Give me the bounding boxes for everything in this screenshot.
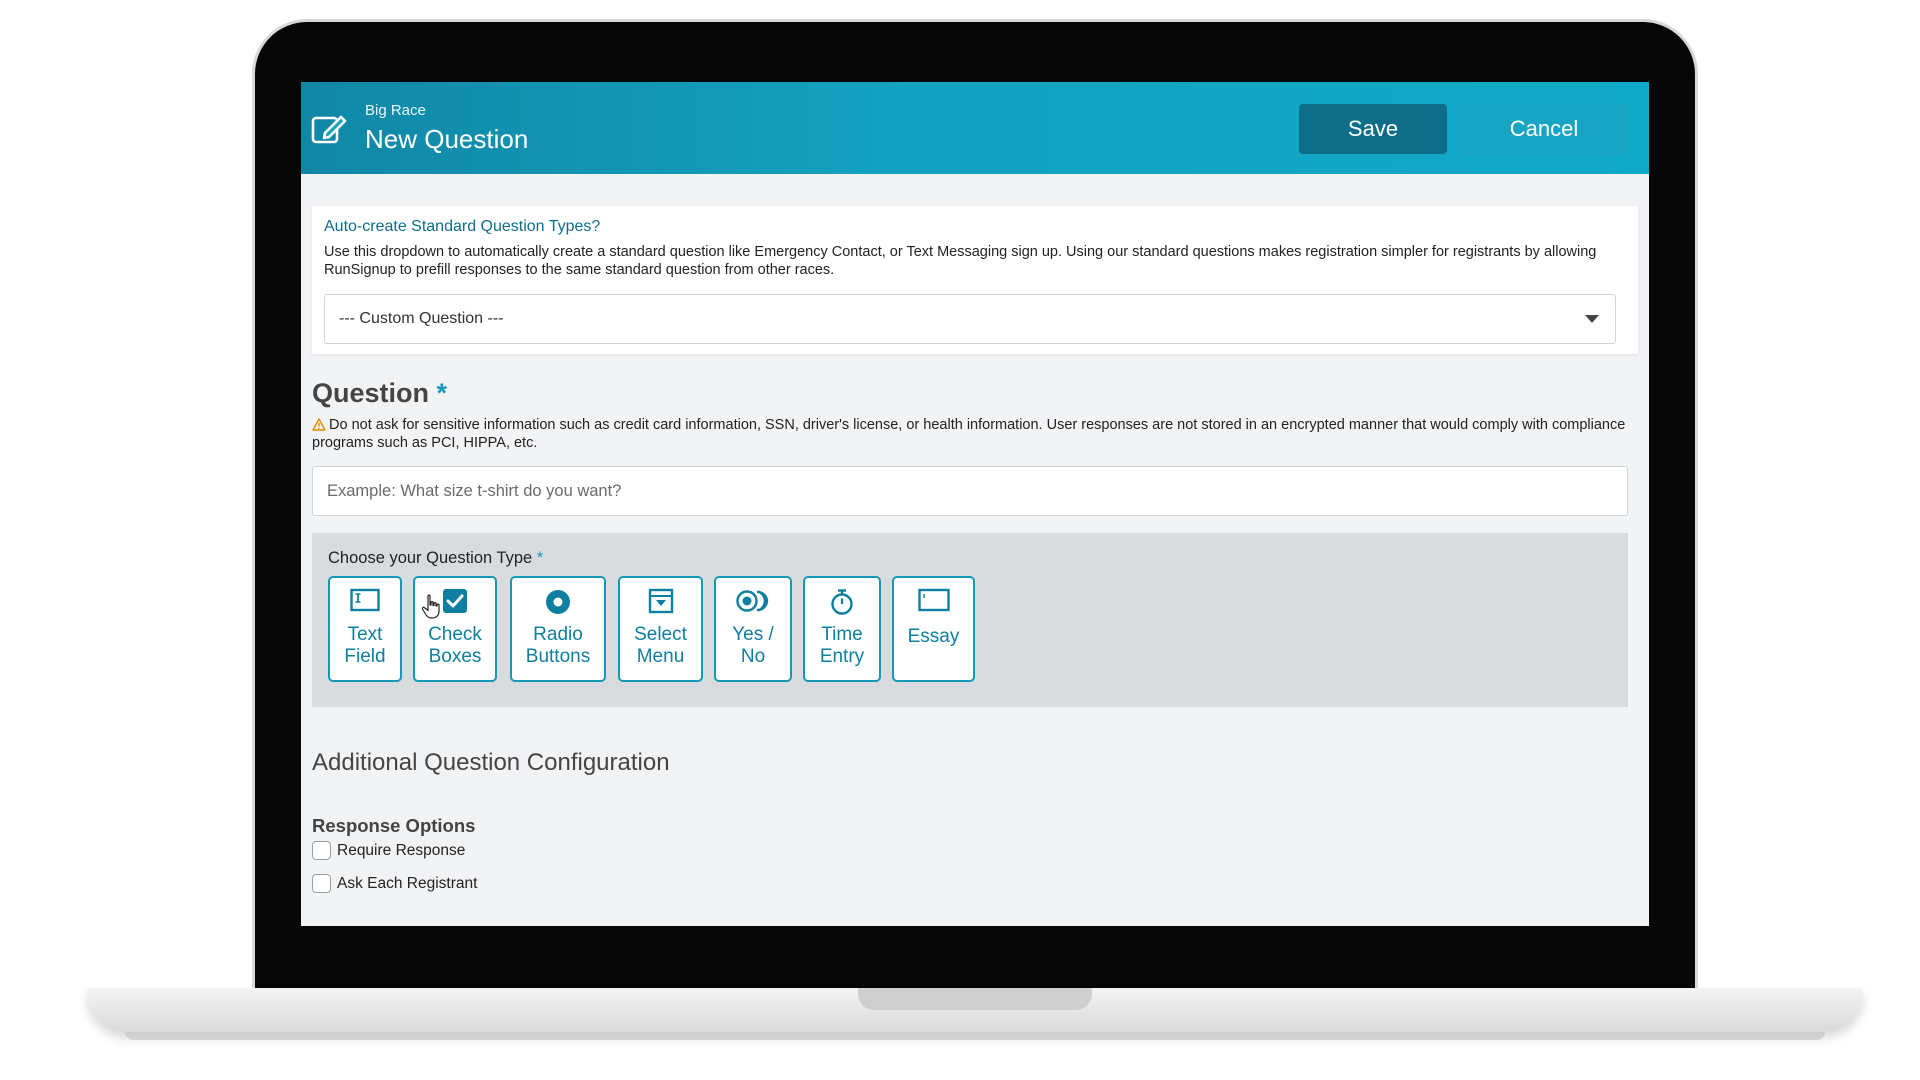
- text-field-icon: [350, 588, 380, 612]
- checkbox-icon: [442, 588, 468, 614]
- hand-cursor-icon: [421, 594, 443, 620]
- ask-each-registrant-label: Ask Each Registrant: [337, 874, 478, 892]
- race-name: Big Race: [365, 102, 426, 119]
- required-marker: *: [536, 549, 544, 567]
- type-select-menu-line1: Select: [634, 624, 687, 645]
- question-heading-label: Question: [312, 378, 430, 408]
- chevron-down-icon: [1585, 315, 1599, 323]
- type-check-boxes[interactable]: [413, 576, 497, 682]
- type-text-field-line1: Text: [347, 624, 383, 645]
- toggle-icon: [736, 588, 770, 614]
- additional-config-heading: Additional Question Configuration: [312, 749, 670, 776]
- page-header: [301, 82, 1649, 174]
- save-button[interactable]: Save: [1299, 104, 1447, 154]
- warning-text: Do not ask for sensitive information such as credit card information, SSN, driver's license, or health information. User responses are not stored in an encrypted manner that would comply with compliance programs such as PCI, HIPPA, etc.: [312, 417, 1626, 451]
- ask-each-registrant-option[interactable]: [312, 874, 477, 893]
- type-yes-no-line2: No: [740, 646, 766, 667]
- select-value: --- Custom Question ---: [339, 310, 504, 327]
- type-check-boxes-line1: Check: [428, 624, 482, 645]
- standard-question-select[interactable]: [324, 294, 1616, 344]
- question-type-label-text: Choose your Question Type: [328, 549, 533, 567]
- laptop-shadow: [125, 1032, 1825, 1040]
- auto-create-description: Use this dropdown to automatically create a standard question like Emergency Contact, or Text Messaging sign up. Using our standard questions makes registration simpler for registrants by allowing RunSignup to prefill responses to the same standard question from other races.: [324, 244, 1597, 278]
- type-essay-line1: Essay: [907, 626, 960, 647]
- auto-create-title: Auto-create Standard Question Types?: [324, 218, 601, 235]
- ask-each-registrant-checkbox[interactable]: [312, 874, 331, 893]
- radio-button-icon: [544, 588, 572, 616]
- type-time-entry-line2: Entry: [819, 646, 865, 667]
- type-radio-buttons-line2: Buttons: [525, 646, 591, 667]
- require-response-label: Require Response: [337, 841, 466, 859]
- type-text-field-line2: Field: [344, 646, 386, 667]
- type-select-menu-line2: Menu: [636, 646, 685, 667]
- type-time-entry-line1: Time: [821, 624, 863, 645]
- page-title: New Question: [365, 124, 529, 154]
- require-response-checkbox[interactable]: [312, 841, 331, 860]
- type-time-entry[interactable]: [803, 576, 881, 682]
- question-input[interactable]: [312, 466, 1628, 516]
- app-screen: [301, 82, 1649, 926]
- response-options-heading: Response Options: [312, 815, 476, 836]
- question-type-panel: [312, 533, 1628, 707]
- require-response-option[interactable]: [312, 841, 465, 860]
- warning-icon: [312, 418, 326, 431]
- required-marker: *: [436, 378, 448, 408]
- type-yes-no-line1: Yes /: [732, 624, 774, 645]
- auto-create-card: [312, 206, 1638, 354]
- sensitive-info-warning: [312, 416, 1632, 452]
- cancel-button[interactable]: Cancel: [1459, 104, 1629, 154]
- select-menu-icon: [648, 588, 674, 614]
- type-check-boxes-line2: Boxes: [428, 646, 482, 667]
- edit-icon: [311, 112, 347, 146]
- type-text-field[interactable]: [328, 576, 402, 682]
- question-heading: [312, 378, 447, 409]
- laptop-notch: [858, 988, 1092, 1010]
- type-select-menu[interactable]: [618, 576, 703, 682]
- type-radio-buttons[interactable]: [510, 576, 606, 682]
- question-type-label: [328, 549, 543, 568]
- type-yes-no[interactable]: [714, 576, 792, 682]
- type-radio-buttons-line1: Radio: [533, 624, 583, 645]
- essay-icon: [918, 588, 950, 612]
- type-essay[interactable]: [892, 576, 975, 682]
- stopwatch-icon: [829, 588, 855, 616]
